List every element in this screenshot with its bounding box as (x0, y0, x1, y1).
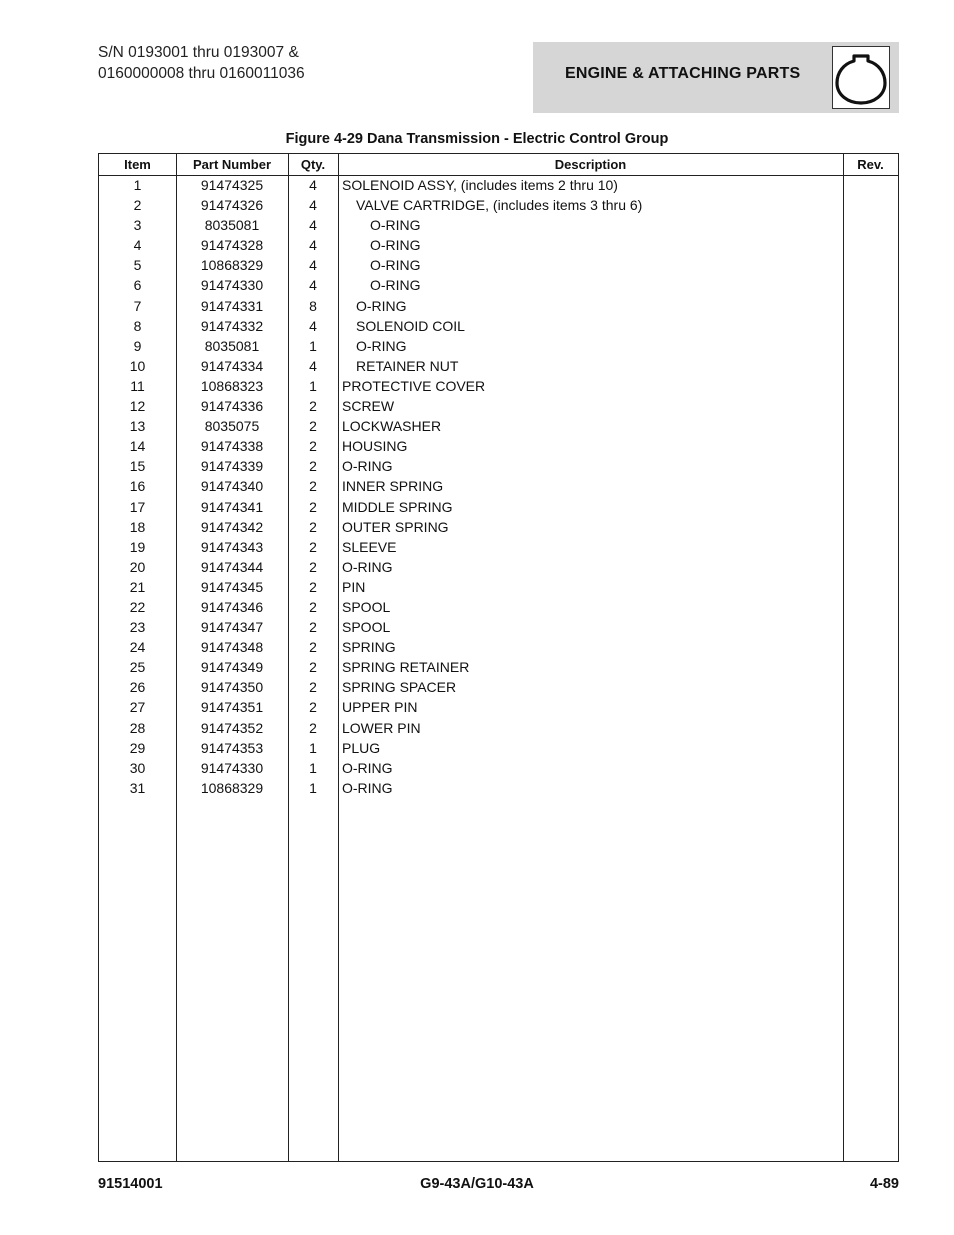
description-cell: O-RING (370, 217, 421, 234)
column-header-qty: Qty. (300, 157, 326, 172)
table-row (99, 697, 898, 717)
description-cell: SPRING SPACER (342, 679, 457, 696)
description-cell: MIDDLE SPRING (342, 498, 453, 515)
table-row (99, 376, 898, 396)
description-cell: SPRING (342, 639, 396, 656)
part-number-cell: 91474341 (200, 498, 264, 515)
table-row (99, 175, 898, 195)
description-cell: O-RING (342, 759, 393, 776)
qty-cell: 4 (309, 277, 317, 294)
item-cell: 27 (129, 699, 146, 716)
qty-cell: 4 (309, 237, 317, 254)
qty-cell: 2 (309, 478, 317, 495)
item-cell: 2 (133, 197, 142, 214)
table-row (99, 497, 898, 517)
part-number-cell: 91474332 (200, 317, 264, 334)
description-cell: SOLENOID ASSY, (includes items 2 thru 10) (342, 177, 618, 193)
table-row (99, 195, 898, 215)
part-number-cell: 91474347 (200, 619, 264, 636)
description-cell: O-RING (370, 277, 421, 294)
table-row (99, 396, 898, 416)
qty-cell: 2 (309, 418, 317, 435)
qty-cell: 4 (309, 317, 317, 334)
qty-cell: 2 (309, 598, 317, 615)
table-row (99, 597, 898, 617)
item-cell: 7 (133, 297, 142, 314)
qty-cell: 2 (309, 619, 317, 636)
table-row (99, 778, 898, 798)
part-number-cell: 91474338 (200, 438, 264, 455)
qty-cell: 2 (309, 398, 317, 415)
part-number-cell: 8035081 (204, 337, 260, 354)
qty-cell: 2 (309, 699, 317, 716)
description-cell: PIN (342, 578, 366, 595)
description-cell: SPRING RETAINER (342, 659, 470, 676)
description-cell: PROTECTIVE COVER (342, 377, 486, 394)
part-number-cell: 91474331 (200, 297, 264, 314)
table-body (99, 175, 898, 798)
table-row (99, 255, 898, 275)
qty-cell: 2 (309, 719, 317, 736)
qty-cell: 2 (309, 659, 317, 676)
qty-cell: 1 (309, 779, 317, 796)
part-number-cell: 10868323 (200, 377, 264, 394)
table-row (99, 235, 898, 255)
part-number-cell: 91474346 (200, 598, 264, 615)
table-row (99, 537, 898, 557)
part-number-cell: 91474328 (200, 237, 264, 254)
column-header-item: Item (124, 157, 151, 172)
item-cell: 3 (133, 217, 142, 234)
part-number-cell: 91474343 (200, 538, 264, 555)
table-row (99, 677, 898, 697)
table-row (99, 316, 898, 336)
description-cell: SPOOL (342, 619, 391, 636)
table-row (99, 657, 898, 677)
qty-cell: 4 (309, 257, 317, 274)
serial-number-range (98, 42, 305, 84)
serial-line-2: 0160000008 thru 0160011036 (98, 65, 305, 82)
footer-page-number: 4-89 (869, 1176, 899, 1192)
qty-cell: 1 (309, 759, 317, 776)
description-cell: O-RING (342, 779, 393, 796)
column-header-description: Description (554, 157, 627, 172)
section-header (533, 42, 899, 113)
item-cell: 14 (129, 438, 146, 455)
qty-cell: 8 (309, 297, 317, 314)
description-cell: VALVE CARTRIDGE, (includes items 3 thru 6) (356, 197, 643, 214)
description-cell: SOLENOID COIL (356, 317, 465, 334)
description-cell: SLEEVE (342, 538, 397, 555)
description-cell: O-RING (342, 458, 393, 475)
table-row (99, 617, 898, 637)
part-number-cell: 91474326 (200, 197, 264, 214)
item-cell: 30 (129, 759, 146, 776)
description-cell: LOCKWASHER (342, 418, 442, 435)
table-row (99, 557, 898, 577)
qty-cell: 2 (309, 498, 317, 515)
column-header-part-number: Part Number (192, 157, 272, 172)
description-cell: O-RING (356, 297, 407, 314)
item-cell: 28 (129, 719, 146, 736)
item-cell: 24 (129, 639, 146, 656)
item-cell: 25 (129, 659, 146, 676)
part-number-cell: 91474353 (200, 739, 264, 756)
qty-cell: 2 (309, 679, 317, 696)
qty-cell: 1 (309, 337, 317, 354)
item-cell: 6 (133, 277, 142, 294)
item-cell: 20 (129, 558, 146, 575)
engine-outline-icon (832, 46, 890, 109)
item-cell: 5 (133, 257, 142, 274)
parts-table (98, 153, 899, 1162)
part-number-cell: 91474351 (200, 699, 264, 716)
table-row (99, 758, 898, 778)
qty-cell: 4 (309, 357, 317, 374)
figure-title: Figure 4-29 Dana Transmission - Electric Control Group (285, 131, 669, 147)
part-number-cell: 91474345 (200, 578, 264, 595)
table-row (99, 356, 898, 376)
qty-cell: 2 (309, 538, 317, 555)
part-number-cell: 8035081 (204, 217, 260, 234)
qty-cell: 2 (309, 639, 317, 656)
item-cell: 23 (129, 619, 146, 636)
item-cell: 22 (129, 598, 146, 615)
description-cell: O-RING (370, 257, 421, 274)
part-number-cell: 91474336 (200, 398, 264, 415)
description-cell: LOWER PIN (342, 719, 421, 736)
part-number-cell: 91474350 (200, 679, 264, 696)
part-number-cell: 10868329 (200, 779, 264, 796)
table-row (99, 336, 898, 356)
description-cell: UPPER PIN (342, 699, 418, 716)
item-cell: 12 (129, 398, 146, 415)
footer-model: G9-43A/G10-43A (420, 1176, 534, 1192)
table-row (99, 275, 898, 295)
part-number-cell: 91474342 (200, 518, 264, 535)
column-header-rev: Rev. (857, 157, 884, 172)
description-cell: PLUG (342, 739, 381, 756)
item-cell: 17 (129, 498, 146, 515)
description-cell: O-RING (342, 558, 393, 575)
table-row (99, 456, 898, 476)
part-number-cell: 91474348 (200, 639, 264, 656)
item-cell: 26 (129, 679, 146, 696)
table-row (99, 296, 898, 316)
table-row (99, 577, 898, 597)
qty-cell: 4 (309, 177, 317, 193)
item-cell: 4 (133, 237, 142, 254)
qty-cell: 1 (309, 739, 317, 756)
table-row (99, 476, 898, 496)
qty-cell: 4 (309, 197, 317, 214)
description-cell: RETAINER NUT (356, 357, 459, 374)
qty-cell: 2 (309, 438, 317, 455)
item-cell: 18 (129, 518, 146, 535)
part-number-cell: 91474330 (200, 759, 264, 776)
description-cell: O-RING (370, 237, 421, 254)
part-number-cell: 91474344 (200, 558, 264, 575)
table-row (99, 718, 898, 738)
qty-cell: 2 (309, 578, 317, 595)
part-number-cell: 91474339 (200, 458, 264, 475)
item-cell: 21 (129, 578, 146, 595)
part-number-cell: 91474325 (200, 177, 264, 193)
item-cell: 16 (129, 478, 146, 495)
part-number-cell: 91474352 (200, 719, 264, 736)
part-number-cell: 91474334 (200, 357, 264, 374)
item-cell: 15 (129, 458, 146, 475)
qty-cell: 2 (309, 518, 317, 535)
table-row (99, 517, 898, 537)
footer-document-number: 91514001 (98, 1176, 163, 1192)
item-cell: 19 (129, 538, 146, 555)
item-cell: 11 (130, 377, 145, 394)
item-cell: 10 (129, 357, 146, 374)
description-cell: O-RING (356, 337, 407, 354)
table-row (99, 436, 898, 456)
part-number-cell: 91474349 (200, 659, 264, 676)
part-number-cell: 10868329 (200, 257, 264, 274)
item-cell: 1 (133, 177, 142, 193)
part-number-cell: 91474330 (200, 277, 264, 294)
section-title: ENGINE & ATTACHING PARTS (565, 65, 801, 82)
item-cell: 9 (133, 337, 142, 354)
description-cell: INNER SPRING (342, 478, 444, 495)
part-number-cell: 91474340 (200, 478, 264, 495)
qty-cell: 2 (309, 558, 317, 575)
item-cell: 29 (129, 739, 146, 756)
qty-cell: 1 (309, 377, 317, 394)
description-cell: SCREW (342, 398, 395, 415)
item-cell: 13 (129, 418, 146, 435)
serial-line-1: S/N 0193001 thru 0193007 & (98, 44, 299, 61)
description-cell: OUTER SPRING (342, 518, 449, 535)
table-row (99, 738, 898, 758)
qty-cell: 2 (309, 458, 317, 475)
table-row (99, 215, 898, 235)
qty-cell: 4 (309, 217, 317, 234)
description-cell: HOUSING (342, 438, 408, 455)
part-number-cell: 8035075 (204, 418, 260, 435)
description-cell: SPOOL (342, 598, 391, 615)
table-row (99, 637, 898, 657)
item-cell: 31 (129, 779, 146, 796)
item-cell: 8 (133, 317, 142, 334)
table-row (99, 416, 898, 436)
